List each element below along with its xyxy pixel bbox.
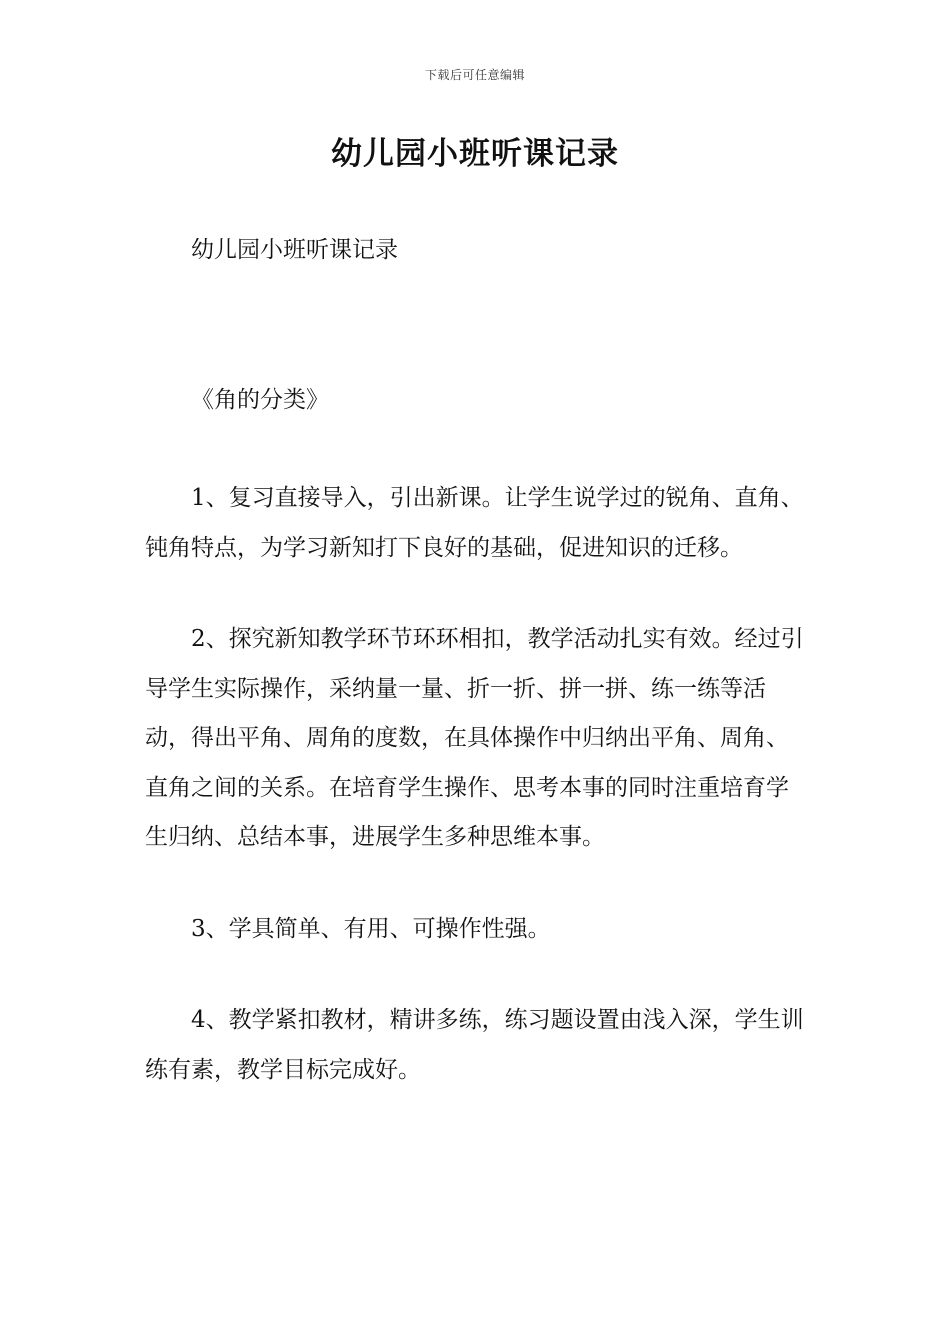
paragraph: 4、教学紧扣教材，精讲多练，练习题设置由浅入深，学生训练有素，教学目标完成好。 [145, 1007, 804, 1083]
paragraph: 1、复习直接导入，引出新课。让学生说学过的锐角、直角、钝角特点，为学习新知打下良好的基础，促进知识的迁移。 [145, 485, 804, 561]
document-subtitle: 幼儿园小班听课记录 [191, 237, 398, 263]
section-title: 《角的分类》 [191, 386, 329, 413]
header-note: 下载后可任意编辑 [424, 68, 525, 82]
document-title: 幼儿园小班听课记录 [331, 136, 619, 172]
paragraph: 3、学具简单、有用、可操作性强。 [191, 915, 551, 942]
paragraph: 2、探究新知教学环节环环相扣，教学活动扎实有效。经过引导学生实际操作，采纳量一量、折一折、拼一拼、练一练等活动，得出平角、周角的度数，在具体操作中归纳出平角、周角、直角之间的关系。在培育学生操作、思考本事的同时注重培育学生归纳、总结本事，进展学生多种思维本事。 [145, 626, 804, 850]
document-body [145, 226, 810, 1095]
